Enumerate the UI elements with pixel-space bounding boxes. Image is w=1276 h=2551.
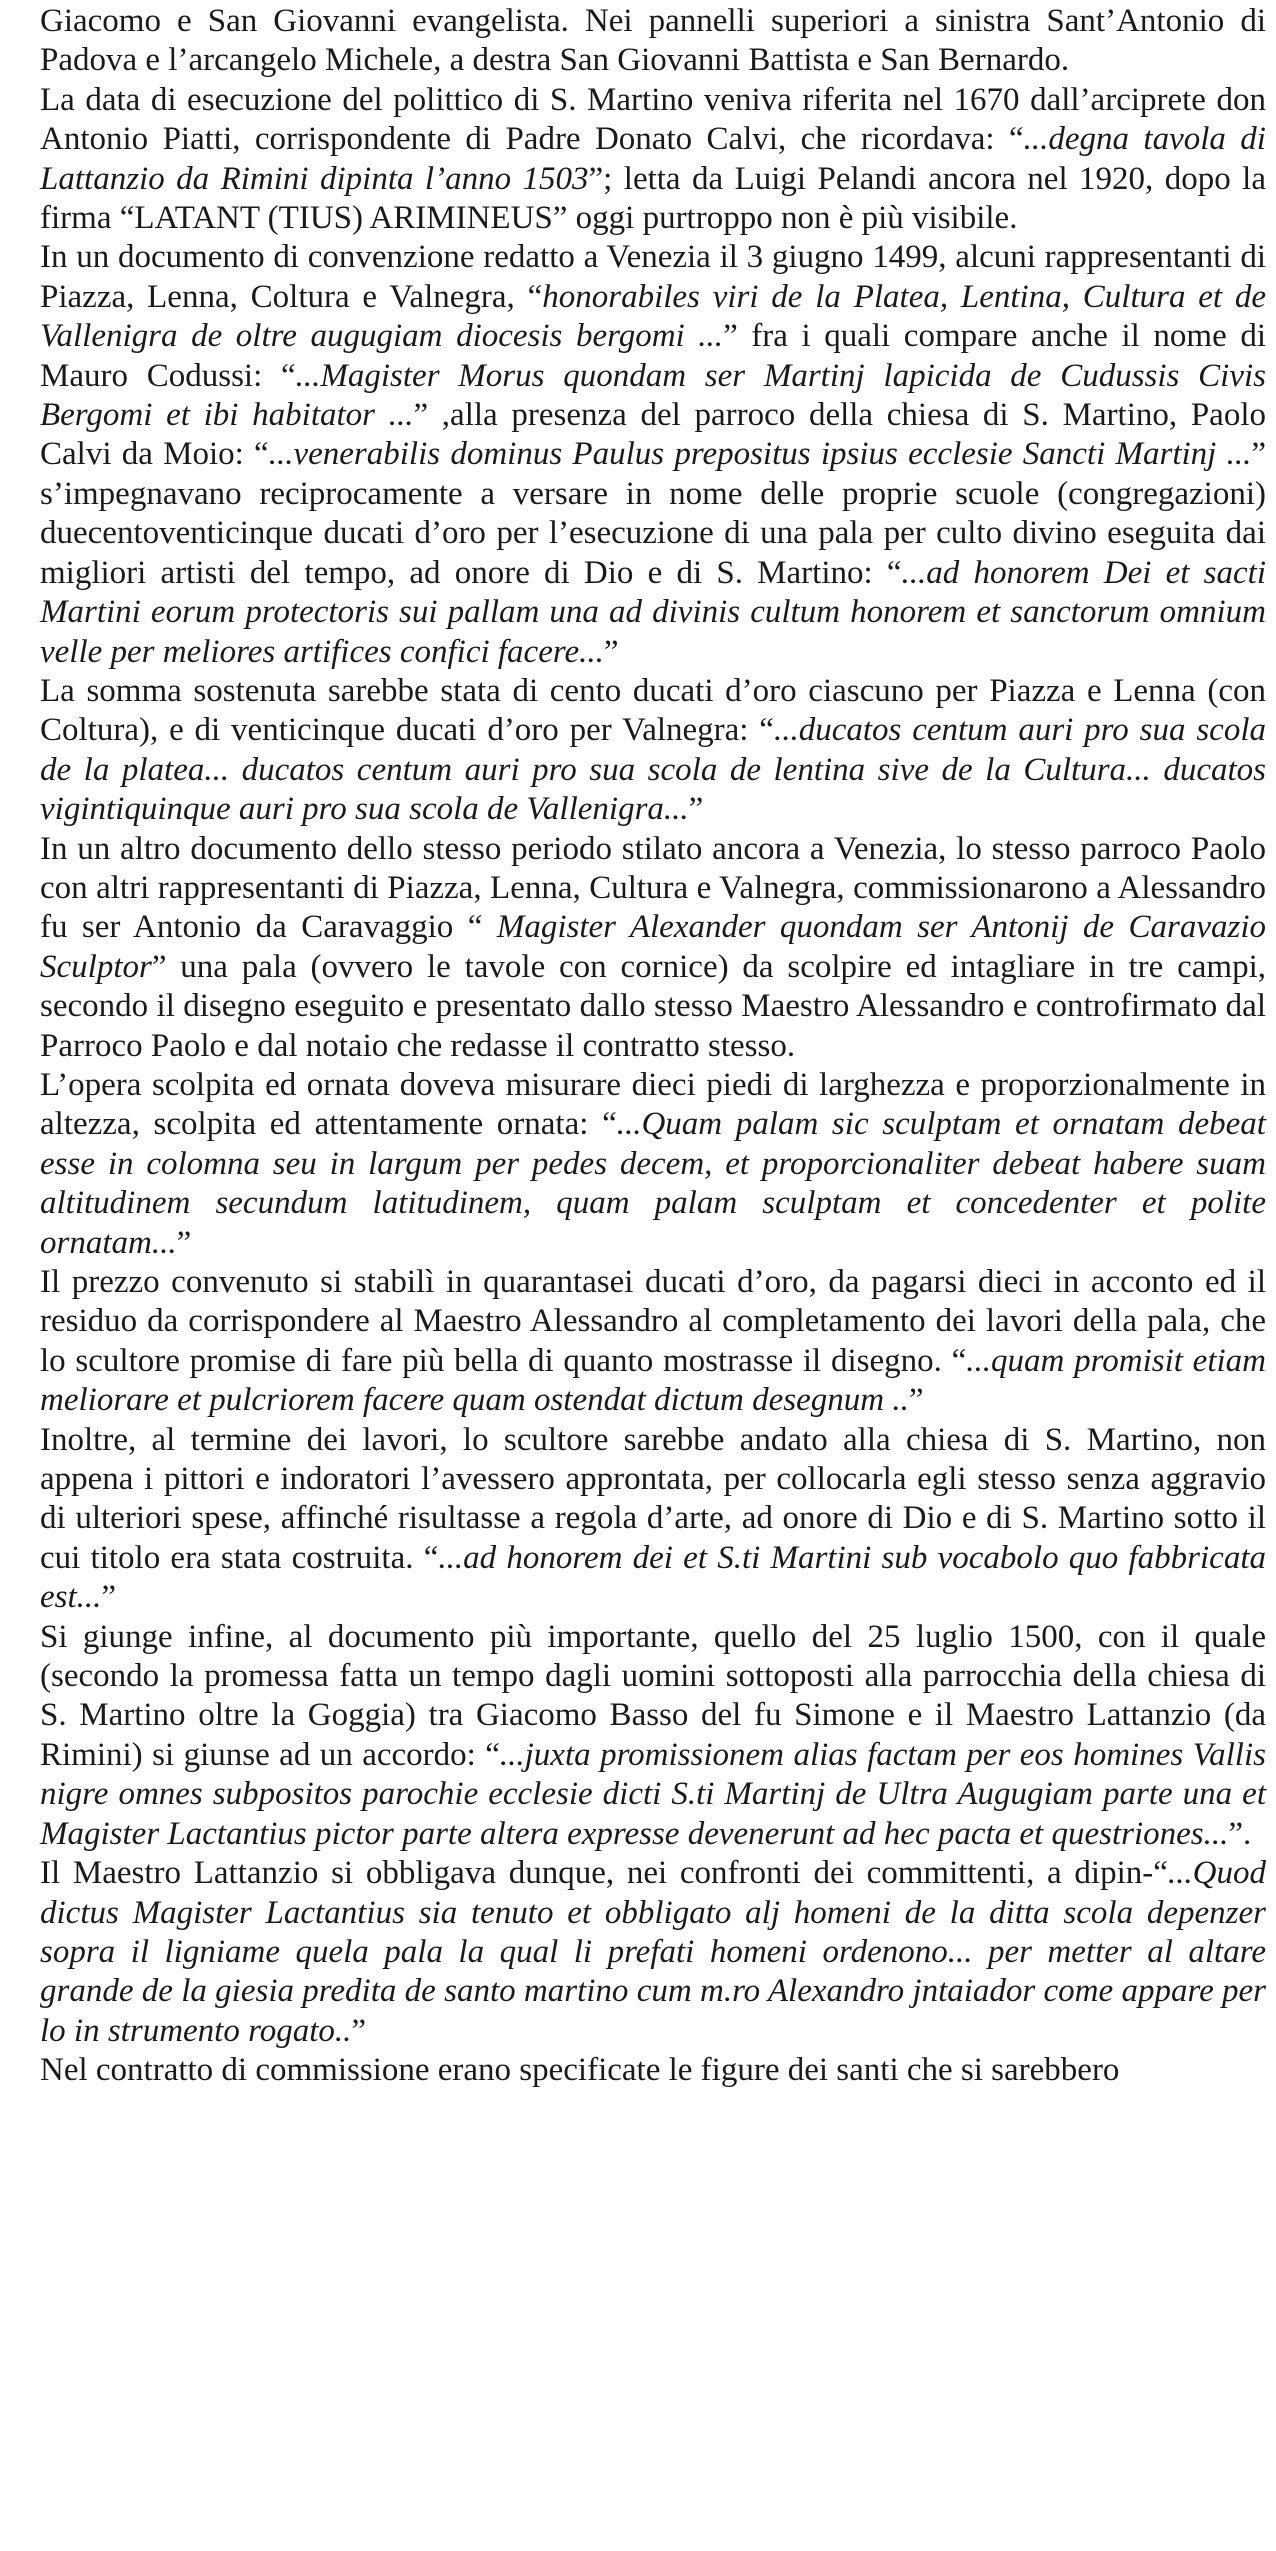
paragraph	[40, 1421, 1266, 1618]
paragraph	[40, 1263, 1266, 1421]
paragraph-text: ”	[603, 633, 619, 670]
paragraph-text: ”	[101, 1579, 117, 1616]
paragraph	[40, 672, 1266, 830]
latin-quotation: ...Quam palam sic sculptam et ornatam debeat esse in colomna seu in largum per pedes decem, et proporcionaliter debeat habere suam altitudinem secundum latitudinem, quam palam sculptam et concedenter et polite ornatam...	[40, 1106, 1266, 1261]
paragraph-text: ”	[688, 791, 704, 828]
paragraph-text: ” fra i quali compare anche il nome di Mauro Codussi: “	[40, 318, 1266, 394]
paragraph	[40, 2, 1266, 81]
paragraph-text: In un documento di convenzione redatto a Venezia il 3 giugno 1499, alcuni rappresentanti di Piazza, Lenna, Coltura e Valnegra, “	[40, 239, 1266, 315]
paragraph-text: ”.	[1228, 1815, 1252, 1852]
latin-quotation: ...quam promisit etiam meliorare et pulcriorem facere quam ostendat dictum desegnum ..	[40, 1342, 1266, 1419]
latin-quotation: ...juxta promissionem alias factam per eos homines Vallis nigre omnes subpositos parochie ecclesie dicti S.ti Martinj de Ultra Augugiam parte una et Magister Lactantius pictor parte altera expresse devenerunt ad hec pacta et questriones...	[40, 1736, 1266, 1852]
paragraph-text: Si giunge infine, al documento più importante, quello del 25 luglio 1500, con il quale (secondo la promessa fatta un tempo dagli uomini sottoposti alla parrocchia della chiesa di S. Martino oltre la Goggia) tra Giacomo Basso del fu Simone e il Maestro Lattanzio (da Rimini) si giunse ad un accordo: “	[40, 1618, 1266, 1773]
latin-quotation: ...degna tavola di Lattanzio da Rimini dipinta l’anno 1503	[40, 121, 1266, 197]
paragraph	[40, 238, 1266, 671]
paragraph-text: La data di esecuzione del polittico di S. Martino veniva riferita nel 1670 dall’arciprete don Antonio Piatti, corrispondente di Padre Donato Calvi, che ricordava: “	[40, 81, 1266, 158]
paragraph-text: Inoltre, al termine dei lavori, lo scultore sarebbe andato alla chiesa di S. Martino, non appena i pittori e indoratori l’avessero approntata, per collocarla egli stesso senza aggravio di ulteriori spese, affinché risultasse a regola d’arte, ad onore di Dio e di S. Martino sotto il cui titolo era stata costruita. “	[40, 1421, 1266, 1576]
latin-quotation: Magister Alexander quondam ser Antonij de Caravazio Sculptor	[40, 909, 1267, 985]
paragraph	[40, 830, 1266, 1066]
paragraph	[40, 1618, 1266, 1854]
latin-quotation: ...venerabilis dominus Paulus prepositus ipsius ecclesie Sancti Martinj ...	[268, 436, 1252, 473]
paragraph-text: In un altro documento dello stesso periodo stilato ancora a Venezia, lo stesso parroco Paolo con altri rappresentanti di Piazza, Lenna, Cultura e Valnegra, commissionarono a Alessandro fu ser Antonio da Caravaggio “	[40, 830, 1266, 946]
paragraph-text: ” una pala (ovvero le tavole con cornice) da scolpire ed intagliare in tre campi, secondo il disegno eseguito e presentato dallo stesso Maestro Alessandro e controfirmato dal Parroco Paolo e dal notaio che redasse il contratto stesso.	[40, 948, 1266, 1064]
paragraph-text: Il prezzo convenuto si stabilì in quarantasei ducati d’oro, da pagarsi dieci in acconto ed il residuo da corrispondere al Maestro Alessandro al completamento dei lavori della pala, che lo scultore promise di fare più bella di quanto mostrasse il disegno. “	[40, 1264, 1266, 1379]
paragraph-text: ”	[176, 1224, 192, 1261]
paragraph-text: ”; letta da Luigi Pelandi ancora nel 1920, dopo la firma “LATANT (TIUS) ARIMINEUS” oggi purtroppo non è più visibile.	[40, 160, 1266, 237]
paragraph-text: L’opera scolpita ed ornata doveva misurare dieci piedi di larghezza e proporzionalmente in altezza, scolpita ed attentamente ornata: “	[40, 1066, 1266, 1143]
paragraph	[40, 81, 1266, 239]
paragraph	[40, 1066, 1266, 1263]
paragraph-text: Il Maestro Lattanzio si obbligava dunque, nei confronti dei committenti, a dipin-“	[40, 1855, 1168, 1892]
paragraph-text: Giacomo e San Giovanni evangelista. Nei pannelli superiori a sinistra Sant’Antonio di Padova e l’arcangelo Michele, a destra San Giovanni Battista e San Bernardo.	[40, 3, 1266, 79]
latin-quotation: ...Magister Morus quondam ser Martinj lapicida de Cudussis Civis Bergomi et ibi habitator ...	[40, 357, 1266, 434]
latin-quotation: ...Quod dictus Magister Lactantius sia tenuto et obbligato alj homeni de la ditta scola depenzer sopra il ligniame quela pala la qual li prefati homeni ordenono... per metter al altare grande de la giesia predita de santo martino cum m.ro Alexandro jntaiador come appare per lo in strumento rogato..	[40, 1855, 1266, 2049]
latin-quotation: honorabiles viri de la Platea, Lentina, Cultura et de Vallenigra de oltre augugiam diocesis bergomi ...	[40, 278, 1267, 355]
paragraph-text: Nel contratto di commissione erano specificate le figure dei santi che si sarebbero	[40, 2052, 1120, 2089]
paragraph-text: ”	[908, 1382, 924, 1419]
latin-quotation: ...ad honorem Dei et sacti Martini eorum protectoris sui pallam una ad divinis cultum honorem et sanctorum omnium velle per meliores artifices confici facere...	[40, 554, 1266, 670]
paragraph	[40, 1854, 1266, 2051]
paragraph-text: La somma sostenuta sarebbe stata di cento ducati d’oro ciascuno per Piazza e Lenna (con Coltura), e di venticinque ducati d’oro per Valnegra: “	[40, 672, 1266, 749]
paragraph-text: ” s’impegnavano reciprocamente a versare in nome delle proprie scuole (congregazioni) duecentoventicinque ducati d’oro per l’esecuzione di una pala per culto divino eseguita dai migliori artisti del tempo, ad onore di Dio e di S. Martino: “	[40, 436, 1266, 591]
paragraph-text: ” ,alla presenza del parroco della chiesa di S. Martino, Paolo Calvi da Moio: “	[40, 397, 1266, 473]
paragraph-text: ”	[351, 2012, 367, 2049]
latin-quotation: ...ducatos centum auri pro sua scola de la platea... ducatos centum auri pro sua scola de lentina sive de la Cultura... ducatos vigintiquinque auri pro sua scola de Vallenigra...	[40, 712, 1266, 828]
paragraph	[40, 2051, 1266, 2090]
latin-quotation: ...ad honorem dei et S.ti Martini sub vocabolo quo fabbricata est...	[40, 1539, 1266, 1616]
